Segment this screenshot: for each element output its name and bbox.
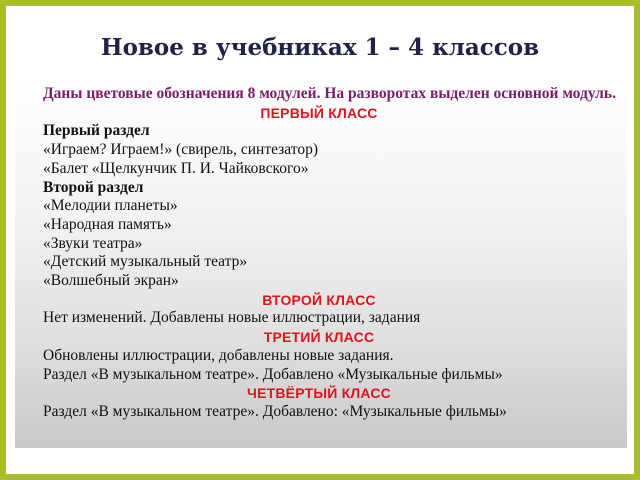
list-item: «Волшебный экран»	[43, 272, 179, 290]
slide-title: Новое в учебниках 1 – 4 классов	[100, 34, 540, 61]
list-item: «Мелодии планеты»	[43, 197, 178, 215]
list-item: «Звуки театра»	[43, 234, 143, 252]
grade-1-section-1: Первый раздел	[43, 122, 150, 140]
intro-text: Даны цветовые обозначения 8 модулей. На разворотах выделен основной модуль.	[43, 85, 616, 102]
list-item: «Детский музыкальный театр»	[43, 253, 248, 271]
grade-4-text: Раздел «В музыкальном театре». Добавлено: «Музыкальные фильмы»	[43, 402, 507, 420]
grade-2-heading: ВТОРОЙ КЛАСС	[262, 291, 376, 308]
grade-3-text-1: Обновлены иллюстрации, добавлены новые задания.	[43, 346, 394, 364]
list-item: «Балет «Щелкунчик П. И. Чайковского»	[43, 159, 309, 177]
list-item: «Народная память»	[43, 215, 172, 233]
slide	[6, 6, 634, 474]
content-panel	[15, 77, 627, 448]
grade-4-heading: ЧЕТВЁРТЫЙ КЛАСС	[247, 385, 391, 402]
content-text	[43, 85, 623, 422]
grade-1-section-2: Второй раздел	[43, 178, 144, 196]
grade-3-heading: ТРЕТИЙ КЛАСС	[263, 329, 375, 346]
grade-3-text-2: Раздел «В музыкальном театре». Добавлено «Музыкальные фильмы»	[43, 365, 503, 383]
grade-1-heading: ПЕРВЫЙ КЛАСС	[260, 104, 378, 121]
grade-2-text: Нет изменений. Добавлены новые иллюстрации, задания	[43, 309, 421, 327]
list-item: «Играем? Играем!» (свирель, синтезатор)	[43, 141, 319, 159]
